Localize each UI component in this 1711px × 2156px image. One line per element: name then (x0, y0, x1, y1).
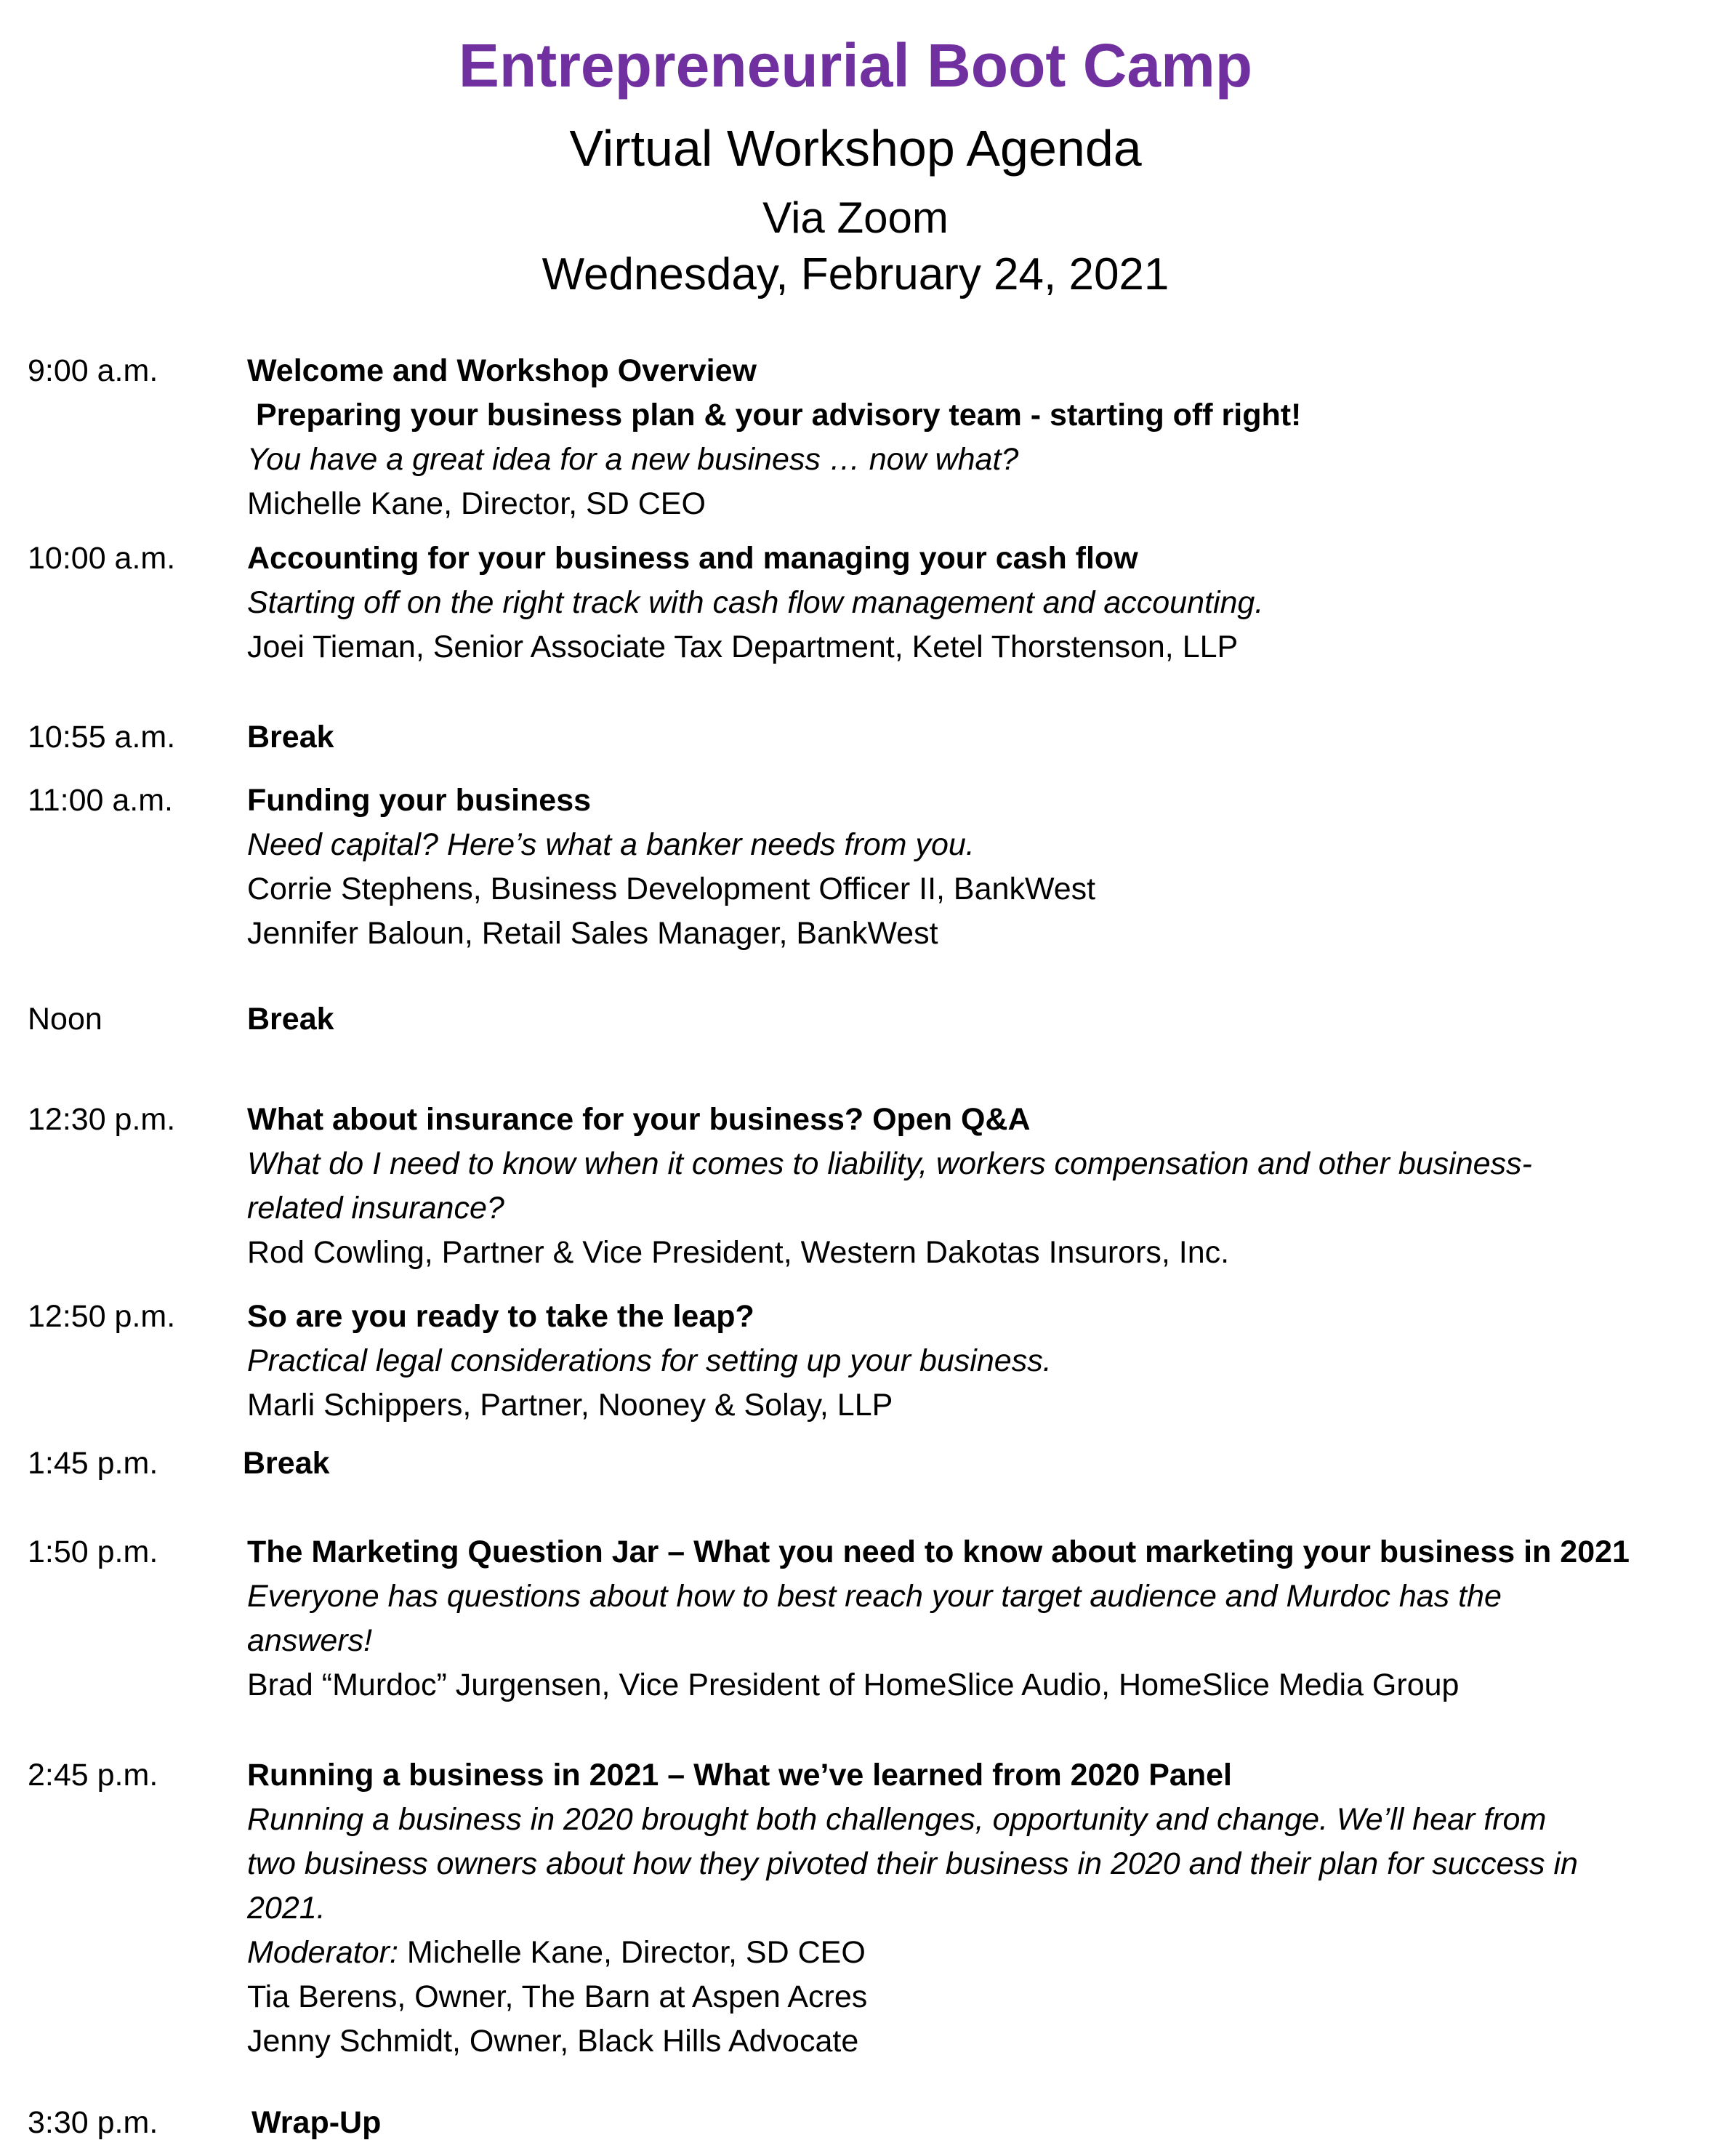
session-title: Running a business in 2021 – What we’ve learned from 2020 Panel (247, 1758, 1232, 1793)
speaker: Jenny Schmidt, Owner, Black Hills Advocate (247, 2024, 859, 2059)
agenda-content (247, 1530, 1672, 1707)
session-description: Everyone has questions about how to best reach your target audience and Murdoc has the (247, 1579, 1502, 1614)
session-title: Welcome and Workshop Overview (247, 353, 757, 388)
agenda-time: 9:00 a.m. (28, 353, 158, 388)
session-title: The Marketing Question Jar – What you need to know about marketing your business in 2021 (247, 1534, 1630, 1569)
agenda-content (247, 779, 1672, 956)
agenda-content (247, 997, 1672, 1042)
session-description: What do I need to know when it comes to liability, workers compensation and other business- (247, 1146, 1532, 1181)
session-description: Practical legal considerations for setting up your business. (247, 1343, 1052, 1378)
speaker: Joei Tieman, Senior Associate Tax Department, Ketel Thorstenson, LLP (247, 629, 1239, 664)
session-subtitle: Preparing your business plan & your advisory team - starting off right! (256, 398, 1302, 433)
session-title: Break (247, 720, 334, 755)
session-title: So are you ready to take the leap? (247, 1299, 754, 1334)
speaker: Tia Berens, Owner, The Barn at Aspen Acres (247, 1979, 868, 2014)
event-date: Wednesday, February 24, 2021 (542, 249, 1169, 299)
page-subtitle: Virtual Workshop Agenda (569, 120, 1142, 177)
agenda-time: Noon (28, 1002, 102, 1037)
moderator-label: Moderator: (247, 1935, 398, 1970)
agenda-time: 10:55 a.m. (28, 720, 176, 755)
agenda-content (247, 1098, 1672, 1275)
venue: Via Zoom (762, 193, 949, 242)
speaker: Jennifer Baloun, Retail Sales Manager, BankWest (247, 916, 938, 951)
agenda-time: 10:00 a.m. (28, 541, 176, 576)
session-description: You have a great idea for a new business … now what? (247, 442, 1019, 477)
agenda-content (251, 2101, 1676, 2145)
agenda-time: 11:00 a.m. (28, 783, 173, 818)
agenda-time: 1:45 p.m. (28, 1446, 158, 1481)
session-description: answers! (247, 1623, 373, 1658)
agenda-time: 12:50 p.m. (28, 1299, 176, 1334)
session-description: two business owners about how they pivoted their business in 2020 and their plan for success in (247, 1846, 1578, 1881)
agenda-content (247, 1753, 1672, 2064)
session-title: Wrap-Up (251, 2105, 382, 2140)
moderator-name: Michelle Kane, Director, SD CEO (398, 1935, 866, 1970)
agenda-content (243, 1441, 1667, 1486)
speaker: Brad “Murdoc” Jurgensen, Vice President of HomeSlice Audio, HomeSlice Media Group (247, 1668, 1460, 1702)
agenda-content (247, 1295, 1672, 1428)
session-title: Break (247, 1002, 334, 1037)
session-description: 2021. (247, 1891, 326, 1926)
agenda-time: 12:30 p.m. (28, 1102, 176, 1137)
speaker: Michelle Kane, Director, SD CEO (247, 486, 706, 521)
agenda-content (247, 536, 1672, 669)
speaker: Corrie Stephens, Business Development Officer II, BankWest (247, 872, 1096, 906)
agenda-content (247, 715, 1672, 760)
session-description: Starting off on the right track with cash flow management and accounting. (247, 585, 1264, 620)
session-title: Funding your business (247, 783, 592, 818)
agenda-time: 1:50 p.m. (28, 1534, 158, 1569)
agenda-content (247, 349, 1672, 526)
page-title: Entrepreneurial Boot Camp (458, 31, 1253, 100)
session-description: Running a business in 2020 brought both challenges, opportunity and change. We’ll hear from (247, 1802, 1547, 1837)
speaker: Rod Cowling, Partner & Vice President, Western Dakotas Insurors, Inc. (247, 1235, 1230, 1270)
speaker: Marli Schippers, Partner, Nooney & Solay, LLP (247, 1388, 893, 1423)
session-title: What about insurance for your business? Open Q&A (247, 1102, 1031, 1137)
agenda-time: 3:30 p.m. (28, 2105, 158, 2140)
session-title: Break (243, 1446, 330, 1481)
agenda-time: 2:45 p.m. (28, 1758, 158, 1793)
session-title: Accounting for your business and managing your cash flow (247, 541, 1138, 576)
moderator-line (247, 1931, 1672, 1975)
session-description: Need capital? Here’s what a banker needs from you. (247, 827, 975, 862)
session-description: related insurance? (247, 1191, 504, 1226)
